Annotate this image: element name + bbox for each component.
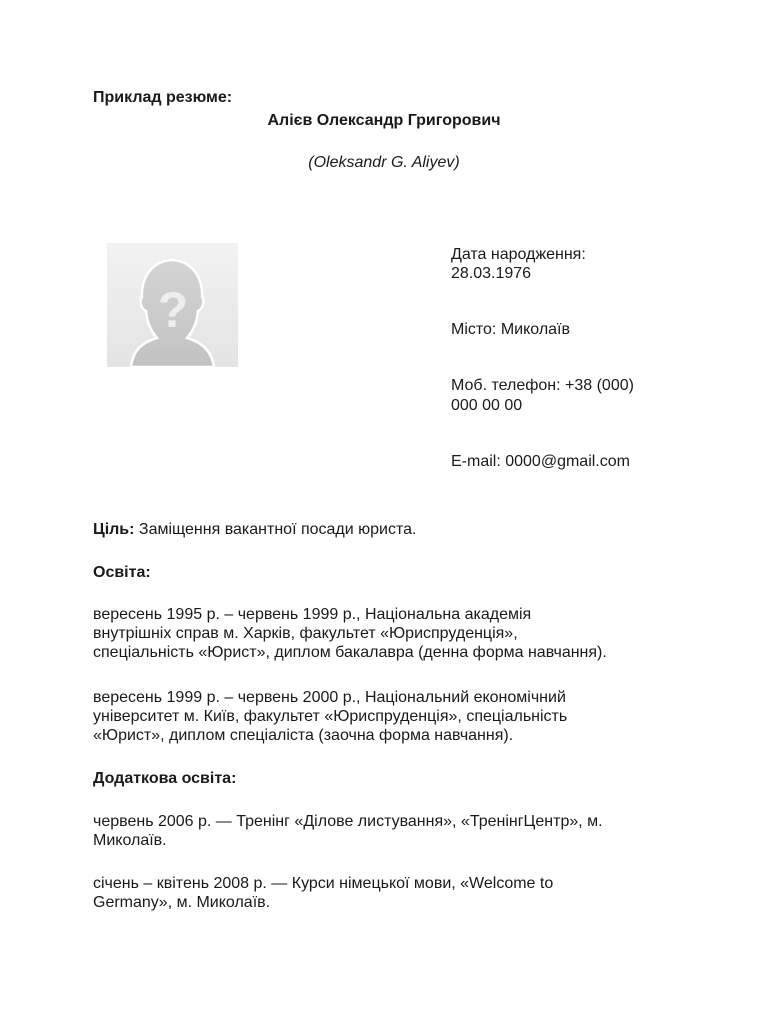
date-of-birth-value: 28.03.1976: [451, 265, 532, 282]
course-entry-line: січень – квітень 2008 р. — Курси німецької мови, «Welcome to: [93, 875, 554, 892]
unknown-person-silhouette-icon: [107, 243, 238, 367]
education-heading: Освіта:: [93, 564, 151, 581]
course-entry-line: червень 2006 р. — Тренінг «Ділове листування», «ТренінгЦентр», м.: [93, 813, 603, 830]
course-entry: [93, 874, 693, 912]
mobile-phone-value: 000 00 00: [451, 397, 523, 414]
additional-education-heading: Додаткова освіта:: [93, 770, 237, 787]
photo-placeholder: [107, 243, 238, 367]
education-entry: [93, 605, 693, 662]
education-entry-line: університет м. Київ, факультет «Юриспруденція», спеціальність: [93, 708, 568, 725]
education-entry-line: вересень 1995 р. – червень 1999 р., Національна академія: [93, 606, 532, 623]
latin-name: (Oleksandr G. Aliyev): [308, 154, 460, 171]
question-mark-glyph: ?: [157, 282, 189, 338]
date-of-birth-label: Дата народження:: [451, 246, 586, 263]
education-entry-line: «Юрист», диплом спеціаліста (заочна форма навчання).: [93, 727, 514, 744]
course-entry: [93, 812, 693, 850]
education-entry: [93, 688, 693, 745]
education-entry-line: спеціальність «Юрист», диплом бакалавра (денна форма навчання).: [93, 644, 607, 661]
mobile-phone-label: Моб. телефон: +38 (000): [451, 377, 634, 394]
course-entry-line: Миколаїв.: [93, 832, 167, 849]
city: Місто: Миколаїв: [451, 321, 570, 338]
objective-label: Ціль:: [93, 521, 135, 538]
document-heading: Приклад резюме:: [93, 89, 233, 106]
email: E-mail: 0000@gmail.com: [451, 453, 630, 470]
objective-text: Заміщення вакантної посади юриста.: [134, 521, 417, 538]
objective-section: [93, 520, 693, 539]
course-entry-line: Germany», м. Миколаїв.: [93, 894, 271, 911]
education-entry-line: внутрішніх справ м. Харків, факультет «Юриспруденція»,: [93, 625, 518, 642]
full-name: Алієв Олександр Григорович: [267, 112, 501, 129]
education-entry-line: вересень 1999 р. – червень 2000 р., Національний економічний: [93, 689, 566, 706]
